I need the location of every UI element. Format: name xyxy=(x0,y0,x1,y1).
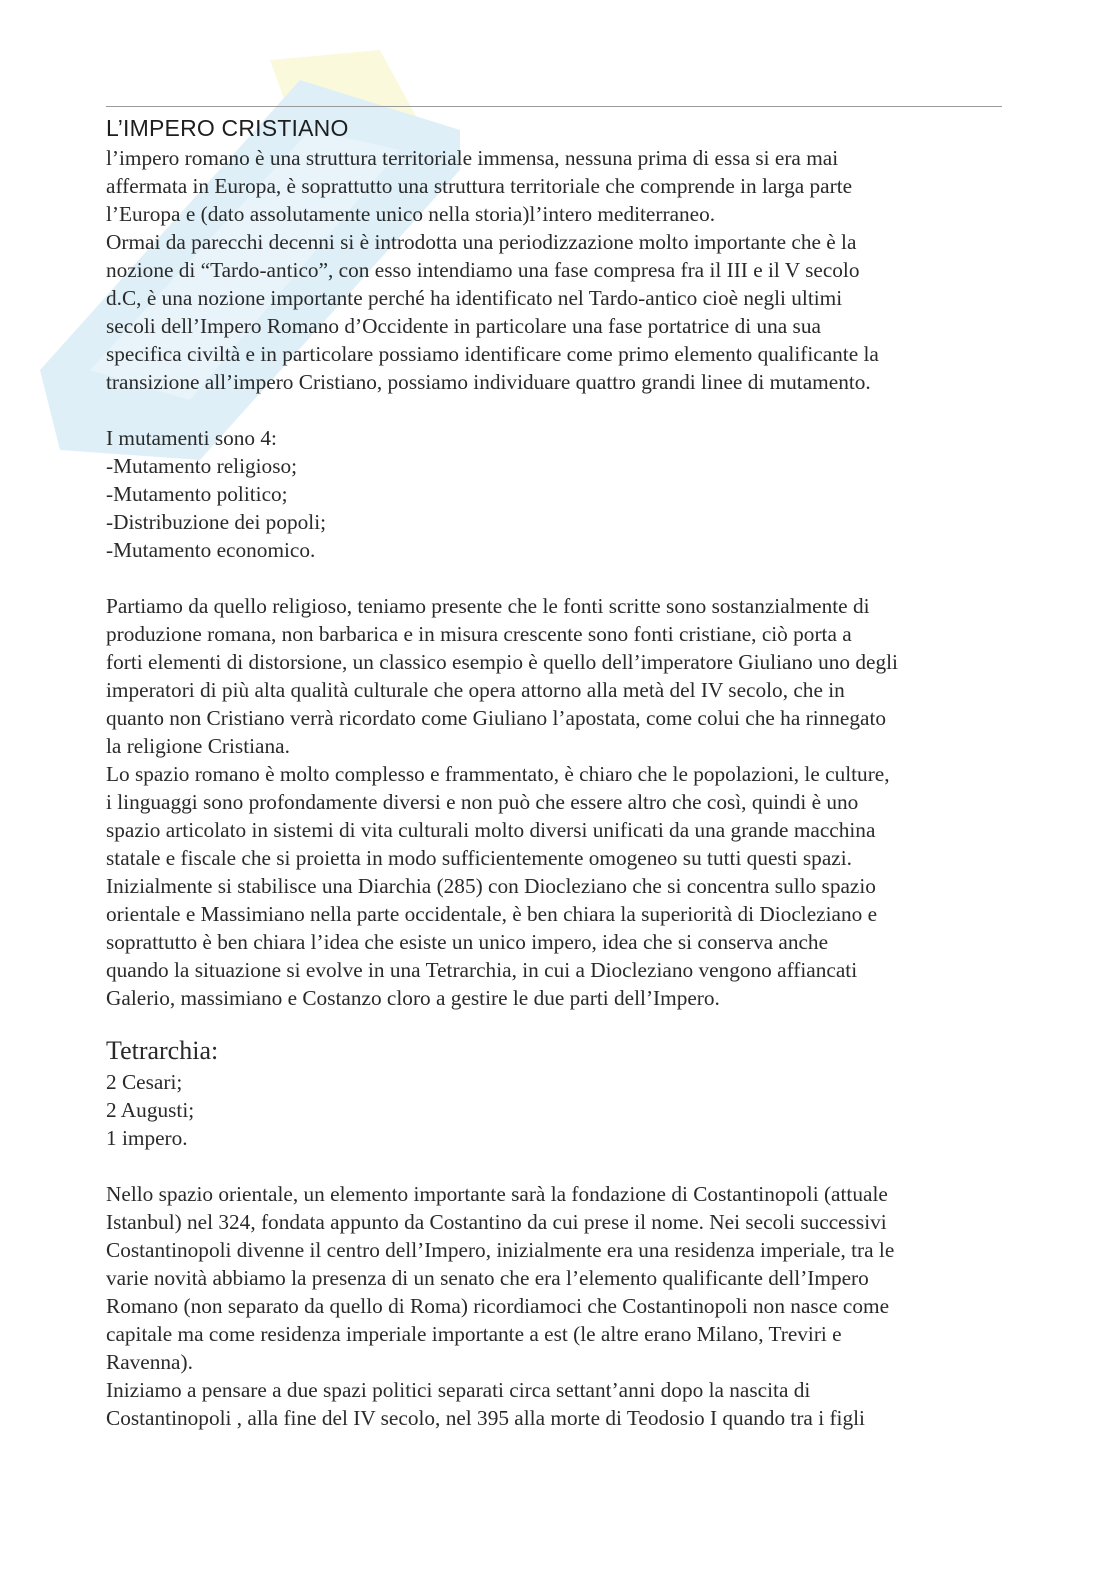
list-item: 2 Augusti; xyxy=(106,1098,195,1122)
list-item: 1 impero. xyxy=(106,1126,188,1150)
text-line: l’impero romano è una struttura territoriale immensa, nessuna prima di essa si era mai xyxy=(106,146,839,170)
list-item: -Mutamento religioso; xyxy=(106,454,298,478)
text-line: specifica civiltà e in particolare possiamo identificare come primo elemento qualificante la xyxy=(106,342,879,366)
tetrarchy-list xyxy=(106,1068,1006,1152)
text-line: produzione romana, non barbarica e in misura crescente sono fonti cristiane, ciò porta a xyxy=(106,622,852,646)
text-line: Galerio, massimiano e Costanzo cloro a gestire le due parti dell’Impero. xyxy=(106,986,720,1010)
text-line: transizione all’impero Cristiano, possiamo individuare quattro grandi linee di mutamento. xyxy=(106,370,871,394)
text-line: affermata in Europa, è soprattutto una struttura territoriale che comprende in larga parte xyxy=(106,174,853,198)
text-line: Ravenna). xyxy=(106,1350,193,1374)
text-line: forti elementi di distorsione, un classico esempio è quello dell’imperatore Giuliano uno degli xyxy=(106,650,898,674)
page-title: L’IMPERO CRISTIANO xyxy=(106,115,349,141)
intro-paragraph xyxy=(106,144,1006,396)
header-rule xyxy=(106,106,1002,107)
changes-list xyxy=(106,424,1006,564)
text-line: Istanbul) nel 324, fondata appunto da Costantino da cui prese il nome. Nei secoli successivi xyxy=(106,1210,887,1234)
text-line: Lo spazio romano è molto complesso e frammentato, è chiaro che le popolazioni, le culture, xyxy=(106,762,890,786)
list-item: -Mutamento politico; xyxy=(106,482,288,506)
text-line: nozione di “Tardo-antico”, con esso intendiamo una fase compresa fra il III e il V secolo xyxy=(106,258,860,282)
text-line: i linguaggi sono profondamente diversi e non può che essere altro che così, quindi è uno xyxy=(106,790,859,814)
religion-paragraph xyxy=(106,592,1006,1012)
text-line: d.C, è una nozione importante perché ha identificato nel Tardo-antico cioè negli ultimi xyxy=(106,286,843,310)
spacer xyxy=(106,1152,1006,1180)
text-line: Partiamo da quello religioso, teniamo presente che le fonti scritte sono sostanzialmente di xyxy=(106,594,870,618)
text-line: varie novità abbiamo la presenza di un senato che era l’elemento qualificante dell’Impero xyxy=(106,1266,869,1290)
list-heading: I mutamenti sono 4: xyxy=(106,426,277,450)
text-line: secoli dell’Impero Romano d’Occidente in particolare una fase portatrice di una sua xyxy=(106,314,821,338)
text-line: l’Europa e (dato assolutamente unico nella storia)l’intero mediterraneo. xyxy=(106,202,716,226)
constantinople-paragraph xyxy=(106,1180,1006,1432)
text-line: orientale e Massimiano nella parte occidentale, è ben chiara la superiorità di Diocleziano e xyxy=(106,902,878,926)
text-line: statale e fiscale che si proietta in modo sufficientemente omogeneo su tutti questi spazi. xyxy=(106,846,852,870)
text-line: quando la situazione si evolve in una Tetrarchia, in cui a Diocleziano vengono affiancati xyxy=(106,958,858,982)
text-line: Costantinopoli divenne il centro dell’Impero, inizialmente era una residenza imperiale, tra le xyxy=(106,1238,895,1262)
list-item: -Mutamento economico. xyxy=(106,538,316,562)
spacer xyxy=(106,396,1006,424)
text-line: soprattutto è ben chiara l’idea che esiste un unico impero, idea che si conserva anche xyxy=(106,930,829,954)
text-line: imperatori di più alta qualità culturale che opera attorno alla metà del IV secolo, che in xyxy=(106,678,845,702)
text-line: Inizialmente si stabilisce una Diarchia (285) con Diocleziano che si concentra sullo spazio xyxy=(106,874,876,898)
text-line: Romano (non separato da quello di Roma) ricordiamoci che Costantinopoli non nasce come xyxy=(106,1294,890,1318)
text-line: quanto non Cristiano verrà ricordato come Giuliano l’apostata, come colui che ha rinnegato xyxy=(106,706,887,730)
spacer xyxy=(106,564,1006,592)
document-body xyxy=(106,112,1006,1432)
tetrarchy-heading: Tetrarchia: xyxy=(106,1036,219,1065)
text-line: Costantinopoli , alla fine del IV secolo, nel 395 alla morte di Teodosio I quando tra i figli xyxy=(106,1406,865,1430)
spacer xyxy=(106,1012,1006,1034)
list-item: 2 Cesari; xyxy=(106,1070,183,1094)
list-item: -Distribuzione dei popoli; xyxy=(106,510,327,534)
text-line: Iniziamo a pensare a due spazi politici separati circa settant’anni dopo la nascita di xyxy=(106,1378,811,1402)
text-line: la religione Cristiana. xyxy=(106,734,290,758)
text-line: Ormai da parecchi decenni si è introdotta una periodizzazione molto importante che è la xyxy=(106,230,857,254)
text-line: Nello spazio orientale, un elemento importante sarà la fondazione di Costantinopoli (attuale xyxy=(106,1182,888,1206)
text-line: capitale ma come residenza imperiale importante a est (le altre erano Milano, Treviri e xyxy=(106,1322,842,1346)
text-line: spazio articolato in sistemi di vita culturali molto diversi unificati da una grande macchina xyxy=(106,818,876,842)
